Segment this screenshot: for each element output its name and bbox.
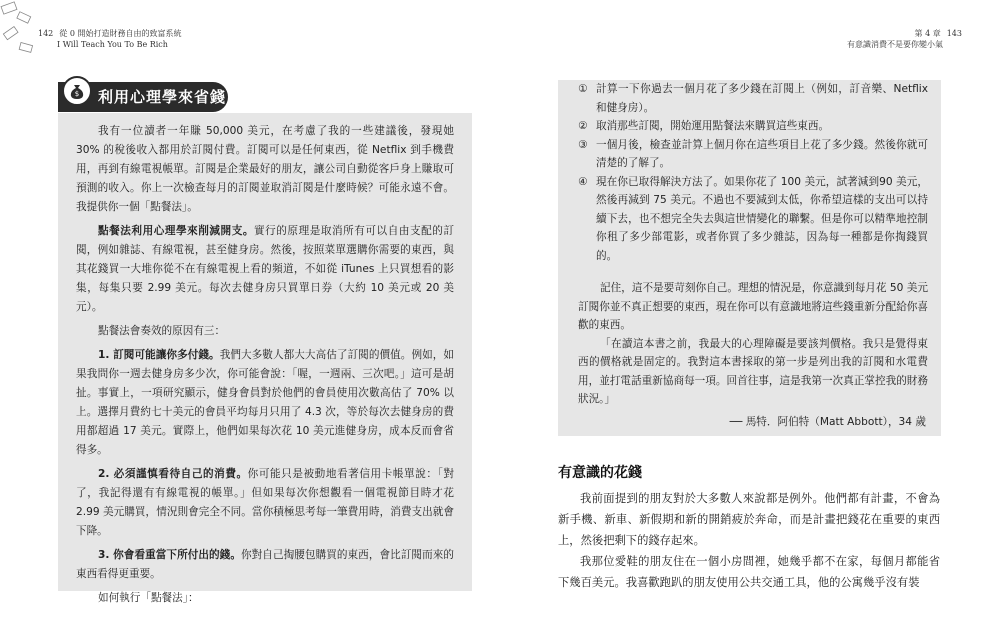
svg-text:$: $: [74, 90, 80, 98]
paragraph: 記住，這不是要苛刻你自己。理想的情況是，你意識到每月花 50 美元訂閱你並不真正想要的東西，現在你可以有意識地將這些錢重新分配給你喜歡的東西。: [578, 282, 928, 331]
list-item: [578, 136, 928, 173]
list-text: 取消那些訂閱，開始運用點餐法來購買這些東西。: [596, 120, 830, 132]
paragraph: 我有一位讀者一年賺 50,000 美元，在考慮了我的一些建議後，發現她 30% 的稅後收入都用於訂閱付費。訂閱可以是任何東西，從 Netflix 到手機費用，再到有線電視帳單。訂閱是企業最好的朋友，讓公司自動從客戶身上賺取可預測的收入。你上一次檢查每月的訂閱並取消訂閱是什麼時候？可能永遠不會。我提供你一個「點餐法」。: [76, 125, 454, 213]
list-item: [578, 80, 928, 117]
quote-attribution: ── 馬特．阿伯特（Matt Abbott），34 歲: [729, 415, 926, 428]
list-marker: ②: [578, 120, 588, 132]
paragraph-rest: 我們大多數人都大大高估了訂閱的價值。例如，如果我問你一週去健身房多少次，你可能會說：「喔，一週兩、三次吧。」這可是胡扯。事實上，一項研究顯示，健身會員對於他們的會員使用次數高估了 70% 以上。選擇月費約七十美元的會員平均每月只用了 4.3 次，等於每次去健身房的費用都超過 17 美元。實際上，他們如果每次花 10 美元進健身房，成本反而會省得多。: [76, 349, 454, 456]
paragraph: 我前面提到的朋友對於大多數人來說都是例外。他們都有計畫，不會為新手機、新車、新假期和新的開銷疲於奔命，而是計畫把錢花在重要的東西上，然後把剩下的錢存起來。: [558, 492, 940, 547]
list-item: [578, 117, 928, 136]
body-text: [558, 488, 940, 593]
sidebar-text-continued: [578, 80, 928, 431]
falling-money-decoration: [0, 0, 40, 60]
left-page-number: 142: [38, 29, 54, 38]
list-item: [578, 173, 928, 266]
bold-lead: 2. 必須謹慎看待自己的消費。: [98, 468, 248, 480]
sidebar-text: [76, 122, 454, 608]
testimonial-quote: 「在讀這本書之前，我最大的心理障礙是要該判價格。我只是覺得東西的價格就是固定的。我對這本書採取的第一步是列出我的訂閱和水電費用，並打電話重新協商每一項。回首往事，這是我第一次真正掌控我的財務狀況。」: [578, 337, 928, 405]
list-marker: ④: [578, 175, 588, 188]
paragraph-rest: 實行的原理是取消所有可以自由支配的訂閱，例如雜誌、有線電視，甚至健身房。然後，按照菜單選購你需要的東西，與其花錢買一大堆你從不在有線電視上看的頻道，不如從 iTunes 上只買想看的影集，每集只要 2.99 美元。每次去健身房只買單日券（大約 10 美元或 20 美元）。: [76, 225, 455, 313]
list-text: 一個月後，檢查並計算上個月你在這些項目上花了多少錢。然後你就可清楚的了解了。: [596, 138, 928, 169]
chapter-label: 第 4 章: [914, 29, 941, 38]
money-bag-icon: [62, 76, 92, 106]
list-text: 計算一下你過去一個月花了多少錢在訂閱上（例如，訂音樂、Netflix 和健身房）。: [596, 83, 928, 114]
paragraph: [76, 346, 454, 460]
list-marker: ①: [578, 83, 588, 95]
paragraph: 如何執行「點餐法」：: [98, 592, 199, 604]
bold-lead: 3. 你會看重當下所付出的錢。: [98, 549, 241, 561]
right-running-header: [847, 28, 962, 50]
book-title-zh: 從 0 開始打造財務自由的致富系統: [59, 29, 182, 38]
bold-lead: 點餐法利用心理學來削減開支。: [98, 225, 254, 237]
right-page-number: 143: [946, 29, 962, 38]
left-running-header: [38, 28, 181, 50]
list-marker: ③: [578, 138, 588, 151]
paragraph: [76, 546, 454, 584]
paragraph: 點餐法會奏效的原因有三：: [98, 325, 226, 337]
section-title: 利用心理學來省錢: [98, 88, 227, 106]
paragraph: 我那位愛鞋的朋友住在一個小房間裡，她幾乎都不在家，每個月都能省下幾百美元。我喜歡跑趴的朋友使用公共交通工具，他的公寓幾乎沒有裝: [558, 555, 940, 589]
paragraph: [76, 465, 454, 541]
paragraph-rest: 你對自己掏腰包購買的東西，會比訂閱而來的東西看得更重要。: [76, 549, 454, 580]
book-title-en: I Will Teach You To Be Rich: [57, 40, 168, 49]
list-text: 現在你已取得解決方法了。如果你花了 100 美元，試著減到90 美元，然後再減到 75 美元。不過也不要減到太低，你希望這樣的支出可以持續下去，也不想完全失去與這世情變化的聯繫。但是你可以精準地控制你租了多少部電影，或者你買了多少雜誌，因為每一種都是你掏錢買的。: [596, 175, 928, 262]
paragraph-rest: 你可能只是被動地看著信用卡帳單說：「對了，我記得還有有線電視的帳單。」但如果每次你想觀看一個電視節目時才花 2.99 美元購買，情況則會完全不同。當你積極思考每一筆費用時，消費支出就會下降。: [76, 468, 454, 537]
bold-lead: 1. 訂閱可能讓你多付錢。: [98, 349, 220, 361]
sub-heading: 有意識的花錢: [558, 465, 642, 481]
chapter-title: 有意識消費不是要你變小氣: [847, 40, 943, 49]
paragraph: [76, 222, 454, 317]
